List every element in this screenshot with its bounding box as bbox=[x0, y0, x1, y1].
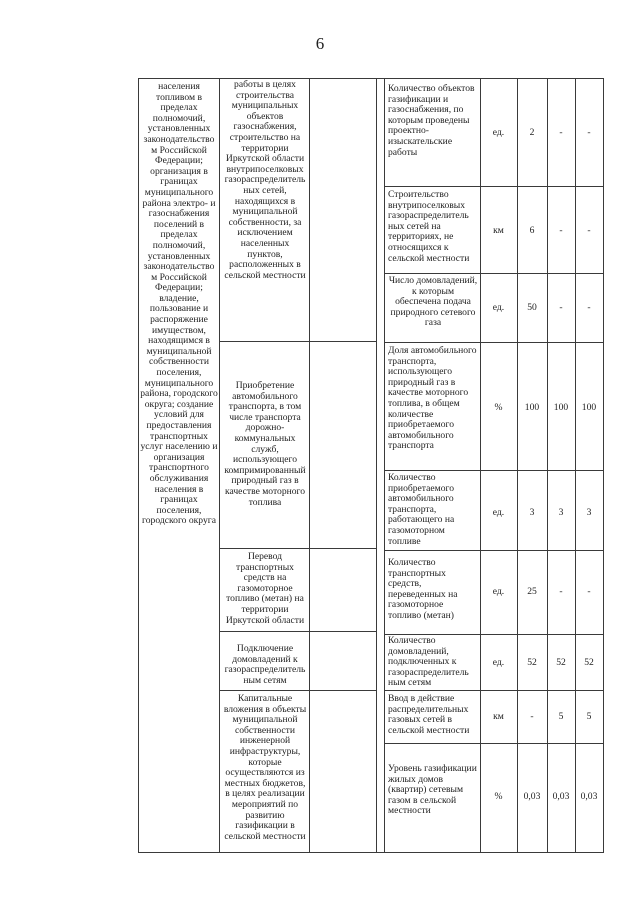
indicator-name: Количество приобретаемого автомобильного транспорта, работающего на газомоторном топливе bbox=[388, 473, 455, 547]
table-border-left bbox=[138, 78, 139, 853]
indicator-value: 5 bbox=[558, 712, 564, 722]
row-divider bbox=[219, 631, 377, 632]
indicator-value: - bbox=[530, 712, 534, 722]
indicator-unit: ед. bbox=[492, 303, 505, 313]
col-divider bbox=[384, 78, 385, 853]
row-divider bbox=[219, 548, 377, 549]
table-border-right bbox=[603, 78, 604, 853]
indicator-value: 100 bbox=[553, 403, 569, 413]
indicator-value: 100 bbox=[581, 403, 597, 413]
col-divider bbox=[480, 78, 481, 853]
indicator-name: Ввод в действие распределительных газовых сетей в сельской местности bbox=[388, 694, 470, 736]
indicator-name: Количество домовладений, подключенных к газораспределитель ным сетям bbox=[388, 636, 469, 689]
indicator-value: 50 bbox=[527, 303, 537, 313]
indicator-value: 100 bbox=[524, 403, 540, 413]
indicator-name: Количество транспортных средств, переведенных на газомоторное топливо (метан) bbox=[388, 558, 458, 621]
row-divider bbox=[219, 690, 377, 691]
indicator-unit: ед. bbox=[492, 587, 505, 597]
indicator-value: 52 bbox=[527, 658, 537, 668]
col-divider bbox=[575, 78, 576, 853]
indicator-name: Количество объектов газификации и газоснабжения, по которым проведены проектно-изыскательские работы bbox=[388, 84, 475, 158]
indicator-value: 3 bbox=[558, 508, 564, 518]
powers-text: населения топливом в пределах полномочий, установленных законодательство м Российской Федерации; организация в границах муниципального района электро- и газоснабжения поселений в пределах полномочий, установленных законодательство м Российской Федерации; владение, пользование и распоряжение имуществом, находящимся в муниципальной собственности поселения, муниципального района, городского округа; создание условий для предоставления транспортных услуг населению и организация транспортного обслуживания населения в границах поселения, городского округа bbox=[140, 82, 218, 527]
col-divider bbox=[376, 78, 377, 853]
row-divider bbox=[384, 550, 604, 551]
row-divider bbox=[384, 634, 604, 635]
indicator-value: - bbox=[559, 303, 563, 313]
indicator-name: Доля автомобильного транспорта, использующего природный газ в качестве моторного топлива, в общем количестве приобретаемого автомобильного транспорта bbox=[388, 346, 477, 452]
indicator-value: 0,03 bbox=[580, 792, 598, 802]
row-divider bbox=[219, 341, 377, 342]
row-divider bbox=[384, 342, 604, 343]
indicator-value: - bbox=[559, 587, 563, 597]
measure-text: Перевод транспортных средств на газомоторное топливо (метан) на территории Иркутской области bbox=[225, 552, 305, 626]
measure-text: Подключение домовладений к газораспределитель ным сетям bbox=[224, 644, 306, 686]
indicator-name: Уровень газификации жилых домов (квартир) сетевым газом в сельской местности bbox=[388, 764, 477, 817]
col-divider bbox=[547, 78, 548, 853]
row-divider bbox=[384, 470, 604, 471]
measure-text: работы в целях строительства муниципальных объектов газоснабжения, строительство на территории Иркутской области внутрипоселковых газораспределитель ных сетей, находящихся в муниципальной собственности, за исключением населенных пунктов, расположенных в сельской местности bbox=[224, 80, 306, 281]
indicator-unit: км bbox=[493, 226, 504, 236]
indicator-unit: % bbox=[494, 403, 503, 413]
col-divider bbox=[517, 78, 518, 853]
indicator-unit: ед. bbox=[492, 508, 505, 518]
indicator-value: 3 bbox=[586, 508, 592, 518]
indicator-value: 0,03 bbox=[523, 792, 541, 802]
measure-text: Приобретение автомобильного транспорта, в том числе транспорта дорожно-коммунальных служб, использующего компримированный природный газ в качестве моторного топлива bbox=[224, 381, 306, 508]
indicator-value: - bbox=[587, 226, 591, 236]
indicator-value: - bbox=[559, 128, 563, 138]
row-divider bbox=[384, 743, 604, 744]
indicator-value: 5 bbox=[586, 712, 592, 722]
row-divider bbox=[384, 690, 604, 691]
indicator-unit: % bbox=[494, 792, 503, 802]
indicators-table bbox=[124, 78, 604, 853]
indicator-value: 52 bbox=[584, 658, 594, 668]
indicator-value: 25 bbox=[527, 587, 537, 597]
indicator-unit: км bbox=[493, 712, 504, 722]
indicator-unit: ед. bbox=[492, 658, 505, 668]
col-divider bbox=[219, 78, 220, 853]
indicator-value: - bbox=[587, 587, 591, 597]
indicator-value: - bbox=[587, 303, 591, 313]
col-divider bbox=[309, 78, 310, 853]
indicator-name: Число домовладений, к которым обеспечена подача природного сетевого газа bbox=[388, 276, 478, 329]
page-number: 6 bbox=[315, 34, 325, 53]
indicator-value: - bbox=[587, 128, 591, 138]
indicator-name: Строительство внутрипоселковых газораспределитель ных сетей на территориях, не относящихся к сельской местности bbox=[388, 190, 470, 264]
indicator-value: - bbox=[559, 226, 563, 236]
indicator-value: 2 bbox=[529, 128, 535, 138]
indicator-value: 0,03 bbox=[552, 792, 570, 802]
indicator-unit: ед. bbox=[492, 128, 505, 138]
indicator-value: 52 bbox=[556, 658, 566, 668]
table-border-bottom bbox=[138, 852, 604, 853]
row-divider bbox=[384, 273, 604, 274]
measure-text: Капитальные вложения в объекты муниципальной собственности инженерной инфраструктуры, которые осуществляются из местных бюджетов, в целях реализации мероприятий по развитию газификации в сельской местности bbox=[223, 694, 307, 842]
table-border-top bbox=[138, 78, 604, 79]
indicator-value: 6 bbox=[529, 226, 535, 236]
indicator-value: 3 bbox=[529, 508, 535, 518]
row-divider bbox=[384, 186, 604, 187]
